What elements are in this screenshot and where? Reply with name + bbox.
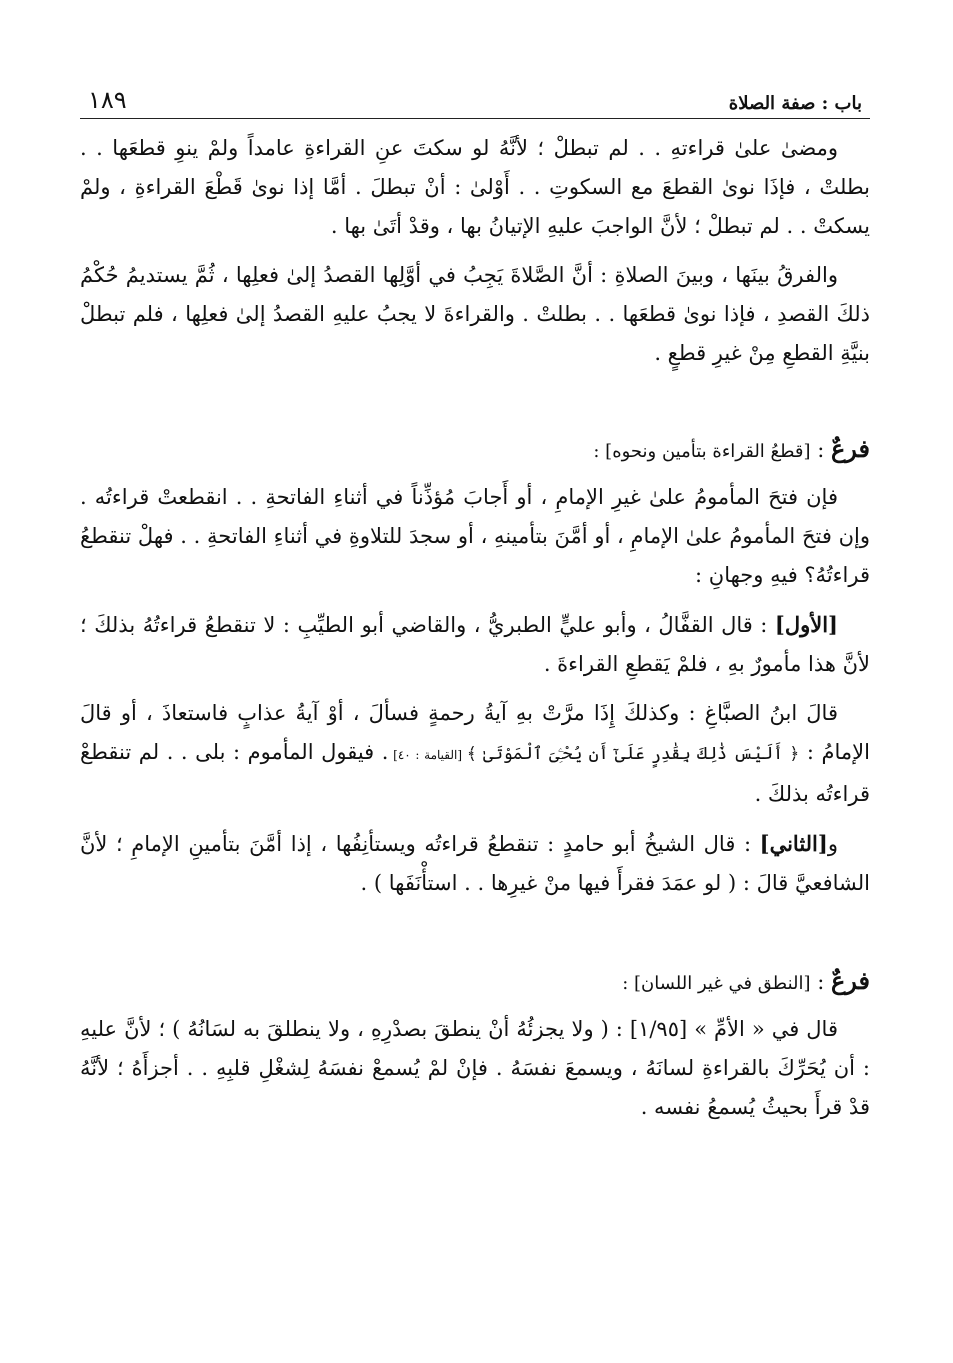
page-header (80, 80, 870, 119)
section-2 (80, 961, 870, 1127)
section-1 (80, 429, 870, 903)
page-number: ١٨٩ (88, 86, 127, 114)
section-1-paragraph-4 (80, 824, 870, 903)
section-2-colon: : (810, 970, 831, 994)
second-opinion-label: [الثاني] (759, 831, 828, 856)
section-1-paragraph-1: فإن فتحَ المأمومُ علىٰ غيرِ الإمامِ ، أو أَجابَ مُؤذِّناً في أثناءِ الفاتحةِ . . انقطعتْ قراءتُه . وإن فتحَ المأمومُ علىٰ الإمامِ ، أو أمَّنَ بتأمينهِ ، أو سجدَ للتلاوةِ في أثناءِ الفاتحةِ . . فهلْ تنقطعُ قراءتُهُ؟ فيهِ وجهانِ : (80, 485, 870, 587)
section-2-paragraph-1: قال في « الأمِّ » [١/٩٥] : ( ولا يجزئُهُ أنْ ينطقَ بصدْرِهِ ، ولا ينطلقَ به لسَانُهُ ) ؛ لأنَّ عليهِ : أن يُحَرِّكَ بالقراءةِ لسانَهُ ، ويسمعَ نفسَهُ . فإنْ لمْ يُسمعْ نفسَهُ لِشغْلِ قلبِهِ . . أجزأَهُ ؛ لأنَّهُ قدْ قرأَ بحيثُ يُسمعُ نفسه . (80, 1017, 870, 1119)
first-opinion-label: [الأول] (774, 612, 838, 637)
section-2-label: فرعٌ (830, 966, 870, 995)
ibn-sabbagh-text-a: قالَ ابنُ الصبَّاغِ : وكذلكَ إِذَا مرَّتْ بهِ آيةُ رحمةٍ فسألَ ، أوْ آيةُ عذابٍ فاستعاذَ ، أو قالَ الإمامُ : (80, 701, 870, 764)
section-2-heading (80, 961, 870, 1004)
paragraph-2: والفرقُ بينَها ، وبينَ الصلاةِ : أنَّ الصَّلاةَ يَجِبُ في أوَّلِها القصدُ إلىٰ فعلِها ، ثُمَّ يستديمُ حُكْمُ ذلكَ القصدِ ، فإذا نوىٰ قطعَها . . بطلتْ . والقراءةَ لا يجبُ عليهِ القصدُ إلىٰ فعلِها ، فلم تبطلْ بنيَّةِ القطعِ مِنْ غيرِ قطعٍ . (80, 263, 870, 365)
book-page (80, 80, 870, 1127)
section-2-title: [النطق في غير اللسان] : (622, 973, 811, 994)
section-1-paragraph-3 (80, 694, 870, 814)
section-1-paragraph-2 (80, 605, 870, 684)
page-body (80, 119, 870, 1127)
section-1-label: فرعٌ (830, 434, 870, 463)
ibn-sabbagh-text-b: . فيقول المأموم : بلى . . لم تنقطعْ قراءتُه بذلكَ . (80, 740, 870, 806)
verse-reference: [القيامة : ٤٠] (388, 748, 467, 762)
second-opinion-text: : قال الشيخُ أبو حامدٍ : تنقطعُ قراءتُه ويستأنِفُها ، إذا أمَّنَ بتأمينِ الإمامِ ؛ لأنَّ الشافعيَّ قالَ : ( لو عمَدَ فقرأَ فيها منْ غيرِها . . استأْنَفَها ) . (80, 832, 870, 895)
first-opinion-text: : قال القفَّالُ ، وأبو عليٍّ الطبريُّ ، والقاضي أبو الطيِّبِ : لا تنقطعُ قراءتُهُ بذلكَ ؛ لأنَّ هذا مأمورٌ بهِ ، فلمْ يَقطعِ القراءةَ . (80, 613, 870, 676)
section-1-heading (80, 429, 870, 472)
running-head: باب : صفة الصلاة (728, 93, 862, 114)
section-1-colon: : (810, 438, 831, 462)
section-1-title: [قطعُ القراءة بتأمين ونحوه] : (593, 441, 811, 462)
quran-verse: ﴿ أَلَيْسَ ذَٰلِكَ بِقَٰدِرٍ عَلَىٰٓ أَن يُحْـِۧىَ ٱلْمَوْتَىٰ ﴾ (466, 744, 800, 764)
paragraph-1: ومضىٰ علىٰ قراءتهِ . . لم تبطلْ ؛ لأنَّهُ لو سكتَ عنِ القراءةِ عامداً ولمْ ينوِ قطعَها . . بطلتْ ، فإذَا نوىٰ القطعَ مع السكوتِ . . أَوْلىٰ : أنْ تبطلَ . أمَّا إذا نوىٰ قَطْعَ القراءةِ ، ولمْ يسكتْ . . لم تبطلْ ؛ لأنَّ الواجبَ عليهِ الإتيانُ بها ، وقدْ أتَىٰ بها . (80, 136, 870, 238)
second-opinion-prefix: و (827, 832, 838, 856)
